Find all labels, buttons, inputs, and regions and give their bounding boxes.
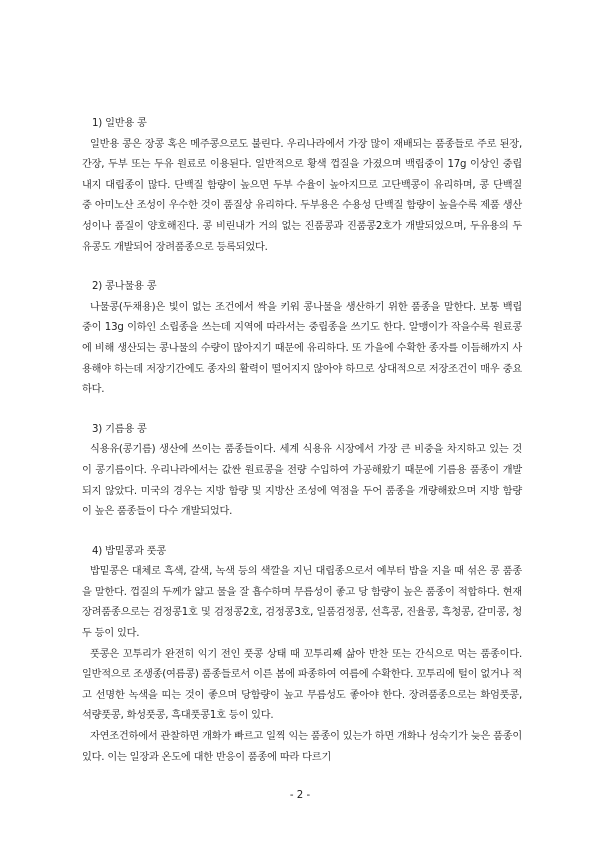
section-oil-soybean	[82, 420, 522, 523]
paragraph: 밥밑콩은 대체로 흑색, 갈색, 녹색 등의 색깔을 지닌 대립종으로서 예부터 밥을 지을 때 섞은 콩 품종을 말한다. 껍질의 두께가 얇고 물을 잘 흡수하며 무름성이 좋고 당 함량이 높은 품종이 적합하다. 현재 장려품종으로는 검정콩1호 및 검정콩2호, 검정콩3호, 일품검정콩, 선흑콩, 진율콩, 흑청콩, 갈미콩, 청두 등이 있다.	[82, 566, 522, 640]
section-heading: 3) 기름용 콩	[92, 423, 147, 435]
section-heading: 2) 콩나물용 콩	[92, 281, 157, 293]
page-number: - 2 -	[289, 790, 311, 801]
section-rice-and-green-soybean	[82, 542, 522, 769]
paragraph: 풋콩은 꼬투리가 완전히 익기 전인 풋콩 상태 때 꼬투리째 삶아 반찬 또는 간식으로 먹는 품종이다. 일반적으로 조생종(여름콩) 품종들로서 이른 봄에 파종하여 여름에 수확한다. 꼬투리에 털이 없거나 적고 선명한 녹색을 띠는 것이 좋으며 당함량이 높고 무름성도 좋아야 한다. 장려품종으로는 화엄풋콩, 석량풋콩, 화성풋콩, 흑대풋콩1호 등이 있다.	[82, 648, 522, 722]
paragraph: 일반용 콩은 장콩 혹은 메주콩으로도 불린다. 우리나라에서 가장 많이 재배되는 품종들로 주로 된장, 간장, 두부 또는 두유 원료로 이용된다. 일반적으로 황색 껍질을 가졌으며 백립중이 17g 이상인 중립 내지 대립종이 많다. 단백질 함량이 높으면 두부 수율이 높아지므로 고단백콩이 유리하며, 콩 단백질 중 아미노산 조성이 우수한 것이 품질상 유리하다. 두부용은 수용성 단백질 함량이 높을수록 제품 생산성이나 품질이 양호해진다. 콩 비린내가 거의 없는 진품콩과 진품콩2호가 개발되었으며, 두유용의 두유콩도 개발되어 장려품종으로 등록되었다.	[82, 138, 522, 253]
section-sprout-soybean	[82, 277, 522, 401]
section-general-soybean	[82, 114, 522, 258]
paragraph: 식용유(콩기름) 생산에 쓰이는 품종들이다. 세계 식용유 시장에서 가장 큰 비중을 차지하고 있는 것이 콩기름이다. 우리나라에서는 값싼 원료콩을 전량 수입하여 가공해왔기 때문에 기름용 품종이 개발되지 않았다. 미국의 경우는 지방 함량 및 지방산 조성에 역점을 두어 품종을 개량해왔으며 지방 함량이 높은 품종들이 다수 개발되었다.	[82, 444, 522, 518]
section-heading: 1) 일반용 콩	[92, 118, 147, 129]
document-body	[82, 114, 522, 768]
paragraph: 나물콩(두채용)은 빛이 없는 조건에서 싹을 키워 콩나물을 생산하기 위한 품종을 말한다. 보통 백립중이 13g 이하인 소립종을 쓰는데 지역에 따라서는 중립종을 쓰기도 한다. 알맹이가 작을수록 원료콩에 비해 생산되는 콩나물의 수량이 많아지기 때문에 유리하다. 또 가을에 수확한 종자를 이듬해까지 사용해야 하는데 저장기간에도 종자의 활력이 떨어지지 않아야 하므로 상대적으로 저장조건이 매우 중요하다.	[82, 301, 522, 396]
section-heading: 4) 밥밑콩과 풋콩	[92, 545, 166, 557]
paragraph: 자연조건하에서 관찰하면 개화가 빠르고 일찍 익는 품종이 있는가 하면 개화나 성숙기가 늦은 품종이 있다. 이는 일장과 온도에 대한 반응이 품종에 따라 다르기	[82, 731, 522, 763]
